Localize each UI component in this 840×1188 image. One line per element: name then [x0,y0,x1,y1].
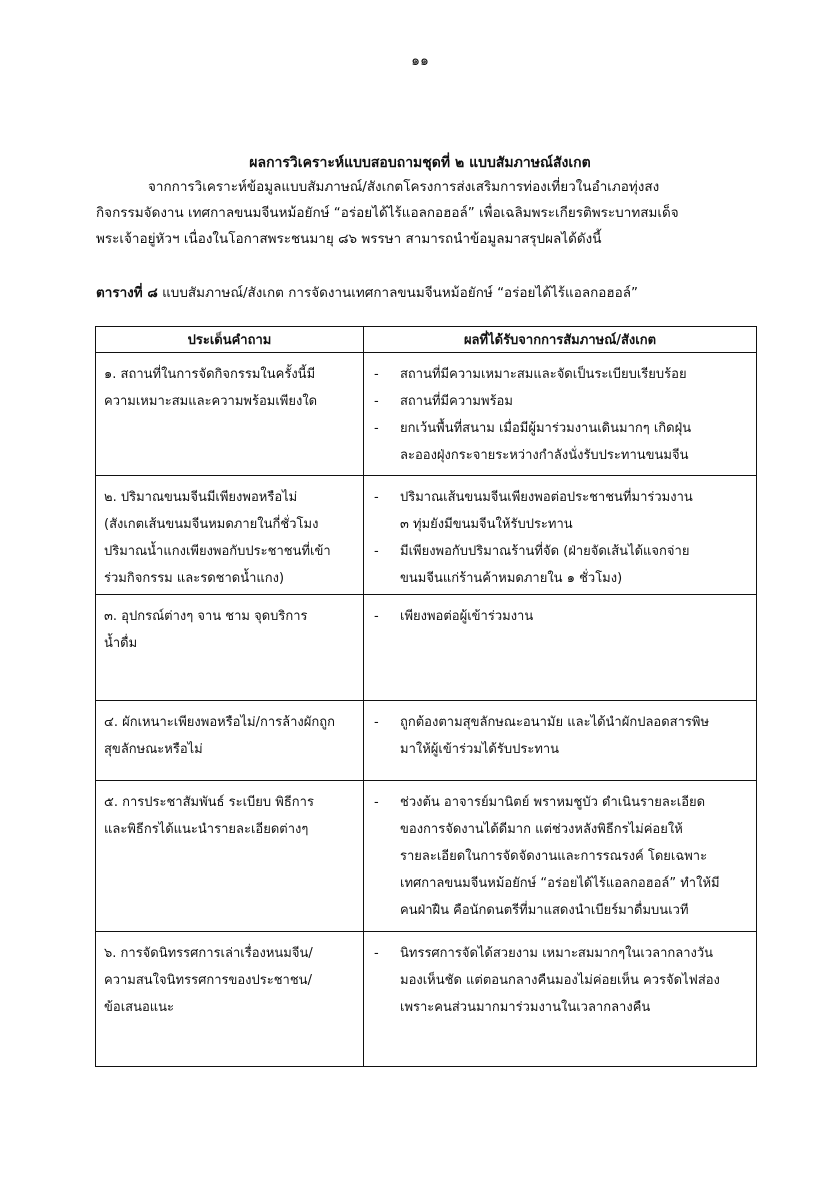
question-cell [96,781,364,932]
intro-line-1: จากการวิเคราะห์ข้อมูลแบบสัมภาษณ์/สังเกตโครงการส่งเสริมการท่องเที่ยวในอำเภอทุ่งสง [148,179,660,195]
result-item [372,361,750,388]
result-item [372,484,750,538]
question-line: ๒. ปริมาณขนมจีนมีเพียงพอหรือไม่ [104,490,298,505]
table-row [96,595,757,701]
table-row [96,701,757,781]
bullet-dash: - [374,715,379,730]
page-number: ๑๑ [411,53,429,69]
question-line: สุขลักษณะหรือไม่ [104,742,203,757]
table-row [96,781,757,932]
table-header-row [96,327,757,353]
intro-line-2: กิจกรรมจัดงาน เทศกาลขนมจีนหม้อยักษ์ “อร่อยได้ไร้แอลกอฮอล์” เพื่อเฉลิมพระเกียรติพระบาทสมเด็จ [96,205,679,221]
result-line: ขนมจีนแก่ร้านค้าหมดภายใน ๑ ชั่วโมง) [400,571,623,586]
result-line: สถานที่มีความเหมาะสมและจัดเป็นระเบียบเรียบร้อย [400,367,687,382]
question-line: ๖. การจัดนิทรรศการเล่าเรื่องหนมจีน/ [104,946,313,961]
result-item [372,940,750,1021]
table-caption [96,281,756,303]
bullet-dash: - [374,394,379,409]
table-caption-text: แบบสัมภาษณ์/สังเกต การจัดงานเทศกาลขนมจีนหม้อยักษ์ “อร่อยได้ไร้แอลกอฮอล์” [157,285,639,301]
result-item [372,415,750,469]
table-caption-label: ตารางที่ ๘ [96,285,158,301]
question-line: ความเหมาะสมและความพร้อมเพียงใด [104,394,318,409]
question-line: ๔. ผักเหนาะเพียงพอหรือไม่/การล้างผักถูก [104,715,335,730]
result-line: มาให้ผู้เข้าร่วมได้รับประทาน [400,742,560,757]
result-line: เทศกาลขนมจีนหม้อยักษ์ “อร่อยได้ไร้แอลกอฮอล์” ทำให้มี [400,876,720,891]
bullet-dash: - [374,421,379,436]
result-line: เพียงพอต่อผู้เข้าร่วมงาน [400,609,534,624]
bullet-dash: - [374,490,379,505]
result-line: ถูกต้องตามสุขลักษณะอนามัย และได้นำผักปลอดสารพิษ [400,715,710,730]
result-line: รายละเอียดในการจัดจัดงานและการรณรงค์ โดยเฉพาะ [400,849,708,864]
question-line: และพิธีกรได้แนะนำรายละเอียดต่างๆ [104,822,309,837]
question-cell [96,476,364,595]
result-line: ๓ ทุ่มยังมีขนมจีนให้รับประทาน [400,517,573,532]
bullet-dash: - [374,544,379,559]
result-cell [364,476,757,595]
result-line: มองเห็นชัด แต่ตอนกลางคืนมองไม่ค่อยเห็น ควรจัดไฟส่อง [400,973,720,988]
question-line: น้ำดื่ม [104,636,138,651]
question-line: ข้อเสนอแนะ [104,1000,175,1015]
result-cell [364,595,757,701]
result-item [372,388,750,415]
bullet-dash: - [374,609,379,624]
question-line: ความสนใจนิทรรศการของประชาชน/ [104,973,312,988]
question-line: (สังเกตเส้นขนมจีนหมดภายในกี่ชั่วโมง [104,517,319,532]
header-result: ผลที่ได้รับจากการสัมภาษณ์/สังเกต [364,327,757,353]
question-line: ๓. อุปกรณ์ต่างๆ จาน ชาม จุดบริการ [104,609,308,624]
result-line: เพราะคนส่วนมากมาร่วมงานในเวลากลางคืน [400,1000,651,1015]
result-line: ปริมาณเส้นขนมจีนเพียงพอต่อประชาชนที่มาร่วมงาน [400,490,693,505]
result-line: มีเพียงพอกับปริมาณร้านที่จัด (ฝ่ายจัดเส้นได้แจกจ่าย [400,544,690,559]
bullet-dash: - [374,795,379,810]
header-question: ประเด็นคำถาม [96,327,364,353]
result-item [372,603,750,630]
result-cell [364,781,757,932]
question-line: ร่วมกิจกรรม และรดชาดน้ำแกง) [104,571,285,586]
result-line: คนฝ่าฝืน คือนักดนตรีที่มาแสดงนำเบียร์มาดื่มบนเวที [400,903,689,918]
result-cell [364,353,757,476]
section-heading: ผลการวิเคราะห์แบบสอบถามชุดที่ ๒ แบบสัมภาษณ์สังเกต [249,155,591,171]
result-line: ละอองฝุ่งกระจายระหว่างกำลังนั่งรับประทานขนมจีน [400,448,689,463]
question-cell [96,701,364,781]
question-cell [96,932,364,1067]
result-item [372,709,750,763]
result-line: ยกเว้นพื้นที่สนาม เมื่อมีผู้มาร่วมงานเดินมากๆ เกิดฝุ่น [400,421,692,436]
question-line: ปริมาณน้ำแกงเพียงพอกับประชาชนที่เข้า [104,544,331,559]
result-cell [364,701,757,781]
result-line: ช่วงต้น อาจารย์มานิตย์ พราหมชูบัว ดำเนินรายละเอียด [400,795,706,810]
result-line: นิทรรศการจัดได้สวยงาม เหมาะสมมากๆในเวลากลางวัน [400,946,714,961]
question-line: ๑. สถานที่ในการจัดกิจกรรมในครั้งนี้มี [104,367,316,382]
question-cell [96,595,364,701]
question-line: ๕. การประชาสัมพันธ์ ระเบียบ พิธีการ [104,795,314,810]
bullet-dash: - [374,367,379,382]
interview-table [95,326,757,1067]
result-line: ของการจัดงานได้ดีมาก แต่ช่วงหลังพิธีกรไม่ค่อยให้ [400,822,683,837]
intro-line-3: พระเจ้าอยู่หัวฯ เนื่องในโอกาสพระชนมายุ ๘๖ พรรษา สามารถนำข้อมูลมาสรุปผลได้ดังนี้ [96,231,602,247]
table-row [96,353,757,476]
table-row [96,932,757,1067]
result-cell [364,932,757,1067]
result-item [372,789,750,924]
bullet-dash: - [374,946,379,961]
result-line: สถานที่มีความพร้อม [400,394,513,409]
result-item [372,538,750,592]
table-row [96,476,757,595]
question-cell [96,353,364,476]
